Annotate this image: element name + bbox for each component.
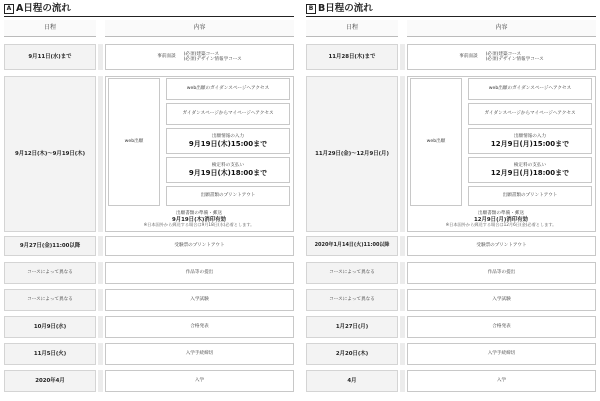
header-content: 内容 (407, 20, 596, 37)
divider (98, 236, 103, 256)
content-cell: 入学試験 (407, 289, 596, 311)
date-cell: 2020年4月 (4, 370, 96, 392)
date-cell: 9月27日(金)11:00以降 (4, 236, 96, 256)
divider (98, 76, 103, 232)
date-cell: 11月28日(木)まで (306, 44, 398, 70)
content-cell: 合格発表 (407, 316, 596, 338)
divider (400, 289, 405, 311)
content-cell: 事前面談 (必須)建築コース (必須)デザイン情報学コース (407, 44, 596, 70)
content-cell: 入学手続締切 (105, 343, 294, 365)
mail-documents: 出願書類の準備・郵送 9月19日(木)消印有効 ※日本国外から郵送する場合は9月18日(水)必着とします。 (143, 211, 255, 227)
step-enter-info: 出願情報の入力 9月19日(木)15:00まで (166, 128, 290, 154)
content-cell: 受験票のプリントアウト (407, 236, 596, 256)
mail-documents: 出願書類の準備・郵送 12月9日(月)消印有効 ※日本国外から郵送する場合は12月6日(金)必着とします。 (445, 211, 557, 227)
step-print-documents: 出願書類のプリントアウト (166, 186, 290, 206)
schedule-panel-b (306, 0, 596, 401)
divider (98, 44, 103, 70)
date-cell: コースによって異なる (4, 289, 96, 311)
divider (400, 316, 405, 338)
date-cell: 2020年1月14日(火)11:00以降 (306, 236, 398, 256)
web-application-label: web出願 (410, 78, 462, 206)
content-cell: 合格発表 (105, 316, 294, 338)
step-my-page: ガイダンスページからマイページへアクセス (166, 103, 290, 125)
divider (400, 236, 405, 256)
header-date: 日程 (306, 20, 398, 37)
divider (98, 316, 103, 338)
content-cell: 入学 (407, 370, 596, 392)
step-guidance-page: web出願のガイダンスページへアクセス (166, 78, 290, 100)
date-cell: 9月11日(水)まで (4, 44, 96, 70)
date-cell: 10月9日(水) (4, 316, 96, 338)
date-cell: 1月27日(月) (306, 316, 398, 338)
document-icon: A (4, 4, 14, 14)
content-cell: 入学 (105, 370, 294, 392)
divider (400, 44, 405, 70)
divider (400, 343, 405, 365)
divider (98, 289, 103, 311)
date-cell: 2月20日(木) (306, 343, 398, 365)
divider (98, 343, 103, 365)
document-icon: B (306, 4, 316, 14)
content-cell: 入学手続締切 (407, 343, 596, 365)
step-pay-fee: 検定料の支払い 12月9日(月)18:00まで (468, 157, 592, 183)
step-pay-fee: 検定料の支払い 9月19日(木)18:00まで (166, 157, 290, 183)
step-enter-info: 出願情報の入力 12月9日(月)15:00まで (468, 128, 592, 154)
header-content: 内容 (105, 20, 294, 37)
content-cell: 受験票のプリントアウト (105, 236, 294, 256)
divider (400, 370, 405, 392)
step-guidance-page: web出願のガイダンスページへアクセス (468, 78, 592, 100)
divider (400, 76, 405, 232)
web-application-label: web出願 (108, 78, 160, 206)
date-cell: コースによって異なる (306, 289, 398, 311)
date-cell: 11月29日(金)〜12月9日(月) (306, 76, 398, 232)
panel-title: A A日程の流れ (4, 2, 294, 17)
content-cell: 作品等の提出 (407, 262, 596, 284)
step-print-documents: 出願書類のプリントアウト (468, 186, 592, 206)
date-cell: 11月5日(火) (4, 343, 96, 365)
divider (400, 262, 405, 284)
step-my-page: ガイダンスページからマイページへアクセス (468, 103, 592, 125)
schedule-panel-a (4, 0, 294, 401)
date-cell: コースによって異なる (306, 262, 398, 284)
content-cell: 事前面談 (必須)建築コース (必須)デザイン情報学コース (105, 44, 294, 70)
date-cell: コースによって異なる (4, 262, 96, 284)
content-cell: 作品等の提出 (105, 262, 294, 284)
divider (98, 262, 103, 284)
date-cell: 4月 (306, 370, 398, 392)
panel-title: B B日程の流れ (306, 2, 596, 17)
divider (98, 370, 103, 392)
content-cell: 入学試験 (105, 289, 294, 311)
date-cell: 9月12日(木)〜9月19日(木) (4, 76, 96, 232)
header-date: 日程 (4, 20, 96, 37)
